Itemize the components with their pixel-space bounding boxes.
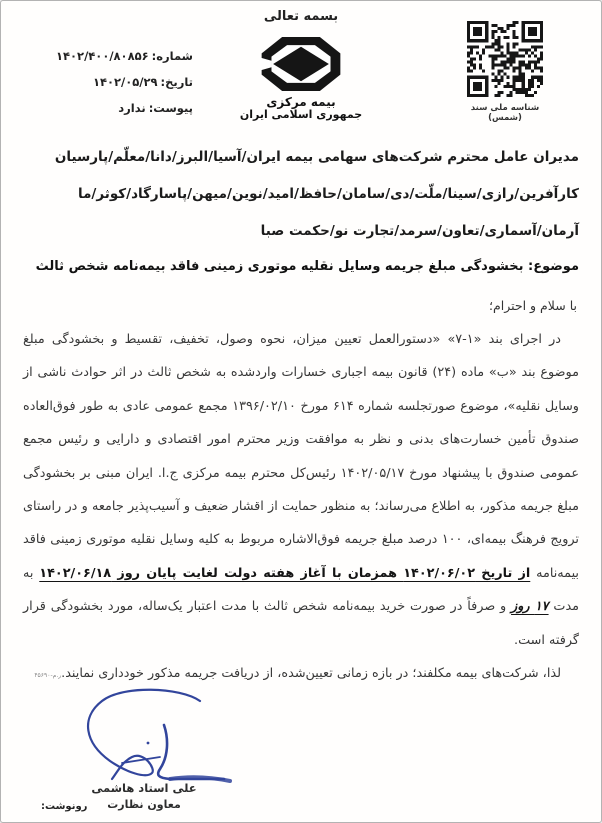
org-name-line1: بیمه مرکزی xyxy=(266,95,336,109)
recipients-line-3: آرمان/آسماری/تعاون/سرمد/تجارت نو/حکمت صبا xyxy=(260,223,579,239)
para1-segment-duration-emphasis: ۱۷ روز xyxy=(511,599,549,615)
number-label: شماره: xyxy=(151,49,193,63)
letter-meta-block xyxy=(21,43,193,121)
attachment-label: پیوست: xyxy=(148,101,193,115)
letter-number-row xyxy=(21,43,193,69)
date-value: ۱۴۰۲/۰۵/۲۹ xyxy=(92,75,158,89)
letter-body xyxy=(23,323,579,692)
cc-label: رونوشت: xyxy=(41,801,88,812)
para1-segment-normal-2: به مدت xyxy=(23,565,580,615)
letter-attachment-row xyxy=(21,95,193,121)
date-label: تاریخ: xyxy=(160,75,193,89)
subject-line: موضوع: بخشودگی مبلغ جریمه وسایل نقلیه موتوری زمینی فاقد بیمه‌نامه شخص ثالث xyxy=(35,259,579,274)
handwritten-signature-icon xyxy=(52,685,237,785)
salutation: با سلام و احترام؛ xyxy=(489,298,577,313)
document-qr-block xyxy=(459,21,551,123)
para1-segment-normal-1: در اجرای بند «۱-۷» «دستورالعمل تعیین میزان، نحوه وصول، تخفیف، تقسیط و بخشودگی مبلغ موضوع بند «ب» ماده (۲۴) قانون بیمه اجباری خسارات واردشده به شخص ثالث در اثر حوادث ناشی از وسایل نقلیه»، موضوع صورتجلسه شماره ۶۱۴ مورخ ۱۳۹۶/۰۲/۱۰ مجمع عمومی عادی به طور فوق‌العاده صندوق تأمین خسارت‌های بدنی و نظر به موافقت وزیر محترم امور اقتصادی و دارایی و رئیس مجمع عمومی صندوق با پیشنهاد مورخ ۱۴۰۲/۰۵/۱۷ رئیس‌کل محترم بیمه مرکزی ج.ا. ایران مبنی بر بخشودگی مبلغ جریمه مذکور، به اطلاع می‌رساند؛ به منظور حمایت از اقشار ضعیف و آسیب‌پذیر جامعه و در راستای ترویج فرهنگ بیمه‌ای، ۱۰۰ درصد مبلغ جریمه فوق‌الاشاره مربوط به کلیه وسایل نقلیه موتوری زمینی فاقد بیمه‌نامه xyxy=(23,332,579,581)
org-name-line2: جمهوری اسلامی ایران xyxy=(239,108,363,121)
recipients-line-1: مدیران عامل محترم شرکت‌های سهامی بیمه ایران/آسیا/البرز/دانا/معلّم/پارسیان xyxy=(54,149,579,165)
signatory-name: علی استاد هاشمی xyxy=(91,781,197,795)
para1-segment-bold-underline: از تاریخ ۱۴۰۲/۰۶/۰۲ همزمان با آغاز هفته دولت لغایت پایان روز ۱۴۰۲/۰۶/۱۸ xyxy=(39,565,531,581)
recipients-block xyxy=(23,139,579,250)
para2-text: لذا، شرکت‌های بیمه مکلفند؛ در بازه زمانی تعیین‌شده، از دریافت جریمه مذکور خودداری نمایند. xyxy=(61,666,561,682)
para1-segment-normal-3: و صرفاً در صورت خرید بیمه‌نامه شخص ثالث با مدت اعتبار یک‌ساله، مورد بخشودگی قرار گرفته است. xyxy=(23,599,579,648)
central-insurance-emblem-icon xyxy=(260,35,342,93)
attachment-value: ندارد xyxy=(118,101,146,115)
number-value: ۱۴۰۲/۴۰۰/۸۰۸۵۶ xyxy=(56,49,149,63)
bismillah-heading: بسمه تعالی xyxy=(263,9,339,24)
qr-caption: شناسه ملی سند (شمس) xyxy=(470,103,540,123)
signatory-title: معاون نظارت xyxy=(107,798,181,811)
recipients-line-2: کارآفرین/رازی/سینا/ملّت/دی/سامان/حافظ/امید/نوین/میهن/پاسارگاد/کوثر/ما xyxy=(78,186,579,202)
archive-ref-code: ر.م-۴۵۶۹۰ xyxy=(34,672,62,680)
body-paragraph-1 xyxy=(23,323,579,657)
qr-code-icon xyxy=(467,21,543,97)
org-logo xyxy=(221,35,381,121)
signature-block xyxy=(49,685,239,813)
letter-date-row xyxy=(21,69,193,95)
